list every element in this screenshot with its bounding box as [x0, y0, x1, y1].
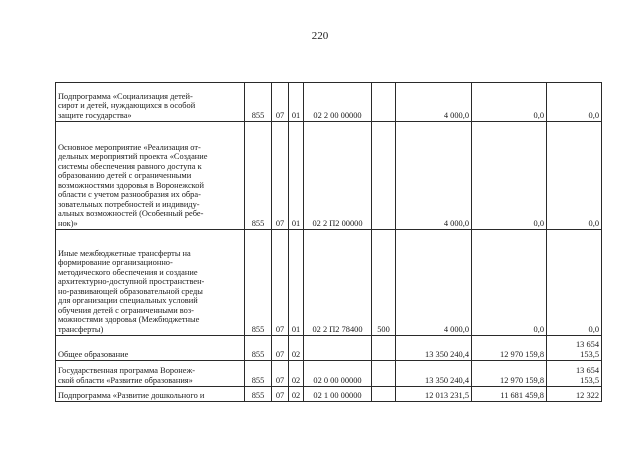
sum-year-2-cell: 11 681 459,8: [472, 387, 547, 402]
sum-year-1-cell: 12 013 231,5: [396, 387, 472, 402]
sum-year-2-cell: 12 970 159,8: [472, 361, 547, 387]
sum-year-1-cell: 4 000,0: [396, 230, 472, 336]
subsection-cell: 02: [289, 336, 304, 361]
subsection-cell: 02: [289, 361, 304, 387]
expense-type-cell: [372, 83, 396, 122]
table-row: [56, 83, 602, 122]
section-cell: 07: [272, 336, 289, 361]
subsection-cell: 01: [289, 83, 304, 122]
sum-year-3-cell: 0,0: [547, 83, 602, 122]
grbs-cell: 855: [245, 387, 272, 402]
table-row: [56, 387, 602, 402]
sum-year-2-cell: 0,0: [472, 83, 547, 122]
sum-year-1-cell: 4 000,0: [396, 122, 472, 230]
target-article-cell: 02 2 00 00000: [304, 83, 372, 122]
sum-year-3-cell: 13 654 153,5: [547, 336, 602, 361]
table-row: [56, 230, 602, 336]
target-article-cell: 02 0 00 00000: [304, 361, 372, 387]
grbs-cell: 855: [245, 122, 272, 230]
row-name-cell: Подпрограмма «Развитие дошкольного и: [56, 387, 245, 402]
grbs-cell: 855: [245, 230, 272, 336]
grbs-cell: 855: [245, 361, 272, 387]
expense-type-cell: [372, 336, 396, 361]
row-name-cell: Иные межбюджетные трансферты на формирование организационно- методического обеспечения и создание архитектурно-доступной пространствен- но-развивающей образовательной среды для организации специальных условий обучения детей с ограниченными воз- можностями здоровья (Межбюджетные трансферты): [56, 230, 245, 336]
sum-year-3-cell: 0,0: [547, 122, 602, 230]
page-number: 220: [311, 30, 329, 42]
section-cell: 07: [272, 122, 289, 230]
section-cell: 07: [272, 83, 289, 122]
section-cell: 07: [272, 361, 289, 387]
sum-year-1-cell: 4 000,0: [396, 83, 472, 122]
sum-year-1-cell: 13 350 240,4: [396, 336, 472, 361]
sum-year-2-cell: 0,0: [472, 122, 547, 230]
row-name-cell: Подпрограмма «Социализация детей- сирот и детей, нуждающихся в особой защите государства»: [56, 83, 245, 122]
sum-year-2-cell: 12 970 159,8: [472, 336, 547, 361]
target-article-cell: 02 1 00 00000: [304, 387, 372, 402]
table-row: [56, 122, 602, 230]
sum-year-3-cell: 12 322: [547, 387, 602, 402]
sum-year-1-cell: 13 350 240,4: [396, 361, 472, 387]
expense-type-cell: [372, 122, 396, 230]
grbs-cell: 855: [245, 336, 272, 361]
table-row: [56, 336, 602, 361]
sum-year-2-cell: 0,0: [472, 230, 547, 336]
row-name-cell: Государственная программа Воронеж- ской области «Развитие образования»: [56, 361, 245, 387]
target-article-cell: 02 2 П2 00000: [304, 122, 372, 230]
target-article-cell: 02 2 П2 78400: [304, 230, 372, 336]
sum-year-3-cell: 13 654 153,5: [547, 361, 602, 387]
budget-table: [55, 82, 602, 402]
subsection-cell: 01: [289, 230, 304, 336]
expense-type-cell: 500: [372, 230, 396, 336]
sum-year-3-cell: 0,0: [547, 230, 602, 336]
grbs-cell: 855: [245, 83, 272, 122]
subsection-cell: 01: [289, 122, 304, 230]
subsection-cell: 02: [289, 387, 304, 402]
target-article-cell: [304, 336, 372, 361]
row-name-cell: Общее образование: [56, 336, 245, 361]
table-row: [56, 361, 602, 387]
row-name-cell: Основное мероприятие «Реализация от- дельных мероприятий проекта «Создание системы обеспечения равного доступа к образованию детей с ограниченными возможностями здоровья в Воронежской области с учетом разнообразия их обра- зовательных потребностей и индивиду- альных возможностей (Особенный ребе- нок)»: [56, 122, 245, 230]
expense-type-cell: [372, 387, 396, 402]
section-cell: 07: [272, 387, 289, 402]
section-cell: 07: [272, 230, 289, 336]
expense-type-cell: [372, 361, 396, 387]
